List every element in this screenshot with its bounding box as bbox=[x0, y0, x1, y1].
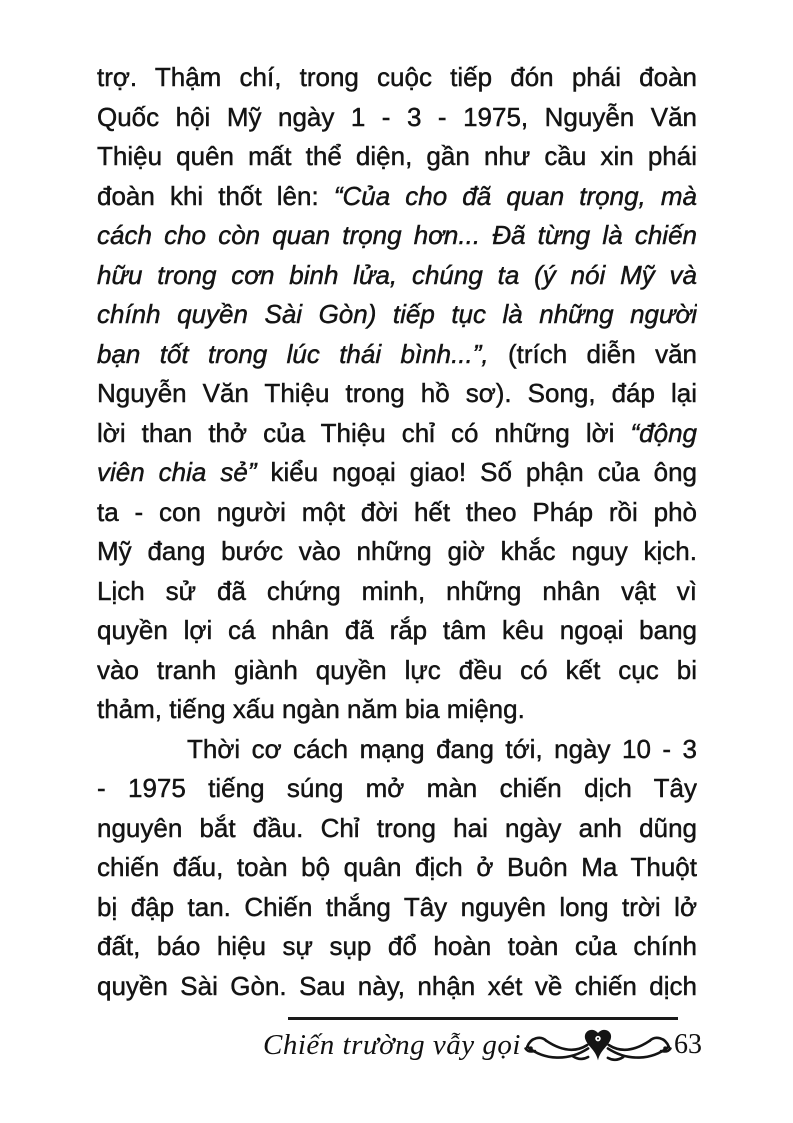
text-run: bị đập tan. Chiến thắng Tây nguyên long trời lở bbox=[97, 891, 697, 922]
text-line bbox=[97, 335, 697, 375]
text-line bbox=[97, 295, 697, 335]
text-line bbox=[97, 769, 697, 809]
text-run: quyền Sài Gòn. Sau này, nhận xét về chiến dịch bbox=[97, 970, 697, 1001]
text-run: (trích diễn văn bbox=[488, 338, 697, 369]
text-line bbox=[97, 493, 697, 533]
text-line bbox=[97, 58, 697, 98]
text-line bbox=[97, 888, 697, 928]
text-line bbox=[97, 137, 697, 177]
text-run: Mỹ đang bước vào những giờ khắc nguy kịch. bbox=[97, 536, 697, 566]
text-line bbox=[97, 256, 697, 296]
text-run: ta - con người một đời hết theo Pháp rồi phò bbox=[97, 496, 697, 527]
text-run: Quốc hội Mỹ ngày 1 - 3 - 1975, Nguyễn Văn bbox=[97, 101, 697, 132]
text-line bbox=[97, 967, 697, 1007]
text-run: thảm, tiếng xấu ngàn năm bia miệng. bbox=[97, 694, 525, 724]
text-line bbox=[97, 730, 697, 770]
footer-rule bbox=[288, 1017, 678, 1020]
text-line bbox=[97, 374, 697, 414]
text-line bbox=[97, 809, 697, 849]
text-run: đoàn khi thốt lên: bbox=[97, 180, 334, 211]
text-line bbox=[97, 651, 697, 691]
text-run: lời than thở của Thiệu chỉ có những lời bbox=[97, 417, 631, 448]
italic-text-run: hữu trong cơn binh lửa, chúng ta (ý nói Mỹ và bbox=[97, 259, 697, 290]
text-run: trợ. Thậm chí, trong cuộc tiếp đón phái đoàn bbox=[97, 62, 697, 92]
body-text bbox=[97, 58, 697, 1006]
italic-text-run: viên chia sẻ” bbox=[97, 457, 257, 487]
text-line bbox=[97, 216, 697, 256]
page-footer bbox=[263, 1024, 702, 1066]
text-run: Nguyễn Văn Thiệu trong hồ sơ). Song, đáp lại bbox=[97, 378, 697, 408]
text-line bbox=[97, 927, 697, 967]
text-run: đất, báo hiệu sự sụp đổ hoàn toàn của chính bbox=[97, 931, 697, 961]
text-run: quyền lợi cá nhân đã rắp tâm kêu ngoại bang bbox=[97, 615, 697, 645]
text-run: kiểu ngoại giao! Số phận của ông bbox=[256, 457, 697, 487]
italic-text-run: “động bbox=[630, 417, 697, 448]
italic-text-run: “Của cho đã quan trọng, mà bbox=[333, 180, 697, 211]
text-line bbox=[97, 690, 697, 730]
text-line bbox=[97, 532, 697, 572]
text-run: Thời cơ cách mạng đang tới, ngày 10 - 3 bbox=[187, 733, 697, 764]
italic-text-run: cách cho còn quan trọng hơn... Đã từng là chiến bbox=[97, 220, 697, 250]
text-line bbox=[97, 414, 697, 454]
text-line bbox=[97, 848, 697, 888]
text-run: vào tranh giành quyền lực đều có kết cục bi bbox=[97, 654, 697, 685]
text-run: - 1975 tiếng súng mở màn chiến dịch Tây bbox=[97, 773, 697, 803]
text-line bbox=[97, 177, 697, 217]
footer-flourish-ornament bbox=[523, 1022, 673, 1068]
footer-page-number: 63 bbox=[673, 1029, 702, 1060]
text-run: Thiệu quên mất thể diện, gần như cầu xin phái bbox=[97, 141, 697, 171]
italic-text-run: bạn tốt trong lúc thái bình...”, bbox=[97, 338, 489, 369]
text-line bbox=[97, 572, 697, 612]
text-line bbox=[97, 611, 697, 651]
footer-book-title: Chiến trường vẫy gọi bbox=[263, 1028, 521, 1061]
text-run: Lịch sử đã chứng minh, những nhân vật vì bbox=[97, 575, 697, 606]
text-line bbox=[97, 453, 697, 493]
text-line bbox=[97, 98, 697, 138]
italic-text-run: chính quyền Sài Gòn) tiếp tục là những người bbox=[97, 299, 697, 329]
text-run: chiến đấu, toàn bộ quân địch ở Buôn Ma Thuột bbox=[97, 852, 697, 882]
text-run: nguyên bắt đầu. Chỉ trong hai ngày anh dũng bbox=[97, 812, 697, 843]
